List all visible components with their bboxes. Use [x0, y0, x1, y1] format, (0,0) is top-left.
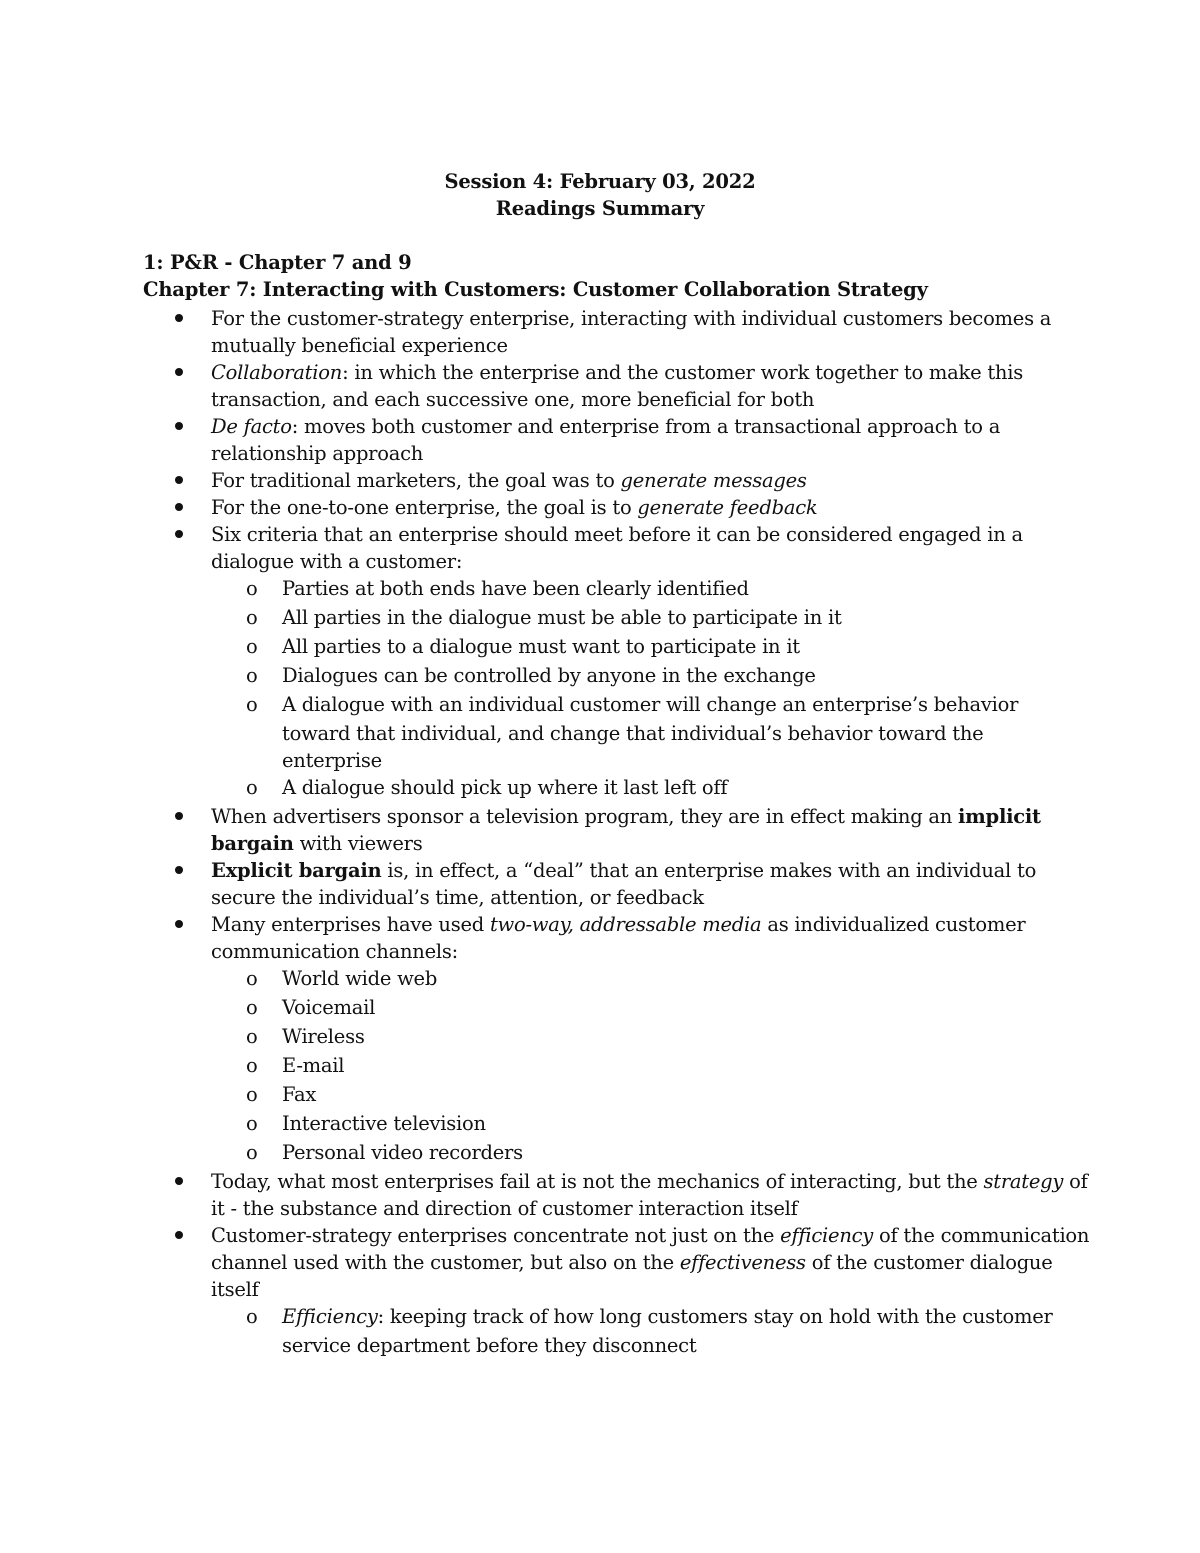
list-item-continuation: bargain with viewers	[211, 832, 423, 855]
list-item: When advertisers sponsor a television program, they are in effect making an implicit	[211, 805, 1041, 828]
sub-bullet-icon: o	[246, 1083, 258, 1106]
sub-list-item: Interactive television	[282, 1112, 486, 1135]
sub-list-item: Voicemail	[282, 996, 376, 1019]
sub-bullet-icon: o	[246, 664, 258, 687]
sub-list-item: A dialogue should pick up where it last left off	[282, 776, 728, 799]
sub-bullet-icon: o	[246, 606, 258, 629]
sub-list-item: Dialogues can be controlled by anyone in the exchange	[282, 664, 816, 687]
bullet-icon	[171, 857, 185, 884]
list-item-continuation: relationship approach	[211, 442, 424, 465]
list-item: Today, what most enterprises fail at is not the mechanics of interacting, but the strategy of	[211, 1170, 1088, 1193]
bullet-icon	[171, 413, 185, 440]
document-title: Session 4: February 03, 2022	[444, 170, 756, 193]
sub-bullet-icon: o	[246, 635, 258, 658]
bullet-icon	[171, 521, 185, 548]
sub-bullet-icon: o	[246, 1054, 258, 1077]
sub-list-item: Parties at both ends have been clearly identified	[282, 577, 749, 600]
bullet-icon	[171, 803, 185, 830]
sub-bullet-icon: o	[246, 693, 258, 716]
sub-bullet-icon: o	[246, 1305, 258, 1328]
list-item-continuation: communication channels:	[211, 940, 458, 963]
term: Collaboration	[211, 361, 343, 384]
list-item: Customer-strategy enterprises concentrate not just on the efficiency of the communication	[211, 1224, 1090, 1247]
list-item: De facto: moves both customer and enterprise from a transactional approach to a	[211, 415, 1001, 438]
sub-list-item-continuation: toward that individual, and change that individual’s behavior toward the	[282, 722, 984, 745]
document-subtitle: Readings Summary	[495, 197, 705, 220]
sub-bullet-icon: o	[246, 1112, 258, 1135]
sub-list-item: E-mail	[282, 1054, 345, 1077]
sub-list-item-continuation: enterprise	[282, 749, 382, 772]
section-heading: 1: P&R - Chapter 7 and 9	[143, 251, 412, 274]
bullet-icon	[171, 911, 185, 938]
sub-bullet-icon: o	[246, 967, 258, 990]
sub-list-item: Fax	[282, 1083, 317, 1106]
term: Efficiency	[282, 1305, 378, 1328]
list-item: Explicit bargain is, in effect, a “deal” that an enterprise makes with an individual to	[211, 859, 1037, 882]
bullet-icon	[171, 494, 185, 521]
sub-bullet-icon: o	[246, 577, 258, 600]
sub-list-item: World wide web	[282, 967, 438, 990]
bullet-icon	[171, 305, 185, 332]
list-item-continuation: secure the individual’s time, attention, or feedback	[211, 886, 704, 909]
list-item: For the one-to-one enterprise, the goal is to generate feedback	[211, 496, 818, 519]
sub-bullet-icon: o	[246, 996, 258, 1019]
sub-bullet-icon: o	[246, 776, 258, 799]
list-item: Many enterprises have used two-way, addressable media as individualized customer	[211, 913, 1026, 936]
list-item-continuation: itself	[211, 1278, 259, 1301]
sub-list-item: Personal video recorders	[282, 1141, 523, 1164]
bullet-icon	[171, 1168, 185, 1195]
list-item: Six criteria that an enterprise should meet before it can be considered engaged in a	[211, 523, 1023, 546]
sub-bullet-icon: o	[246, 1025, 258, 1048]
chapter-heading: Chapter 7: Interacting with Customers: Customer Collaboration Strategy	[143, 278, 928, 301]
list-item: For the customer-strategy enterprise, interacting with individual customers becomes a	[211, 307, 1052, 330]
bullet-icon	[171, 359, 185, 386]
sub-list-item-continuation: service department before they disconnect	[282, 1334, 697, 1357]
list-item-continuation: mutually beneficial experience	[211, 334, 508, 357]
list-item: Collaboration: in which the enterprise and the customer work together to make this	[211, 361, 1023, 384]
bullet-icon	[171, 1222, 185, 1249]
bullet-icon	[171, 467, 185, 494]
list-item-continuation: transaction, and each successive one, more beneficial for both	[211, 388, 815, 411]
list-item-continuation: it - the substance and direction of customer interaction itself	[211, 1197, 798, 1220]
list-item-continuation: channel used with the customer, but also on the effectiveness of the customer dialogue	[211, 1251, 1053, 1274]
sub-list-item: All parties to a dialogue must want to participate in it	[282, 635, 800, 658]
list-item-continuation: dialogue with a customer:	[211, 550, 463, 573]
term: De facto	[211, 415, 292, 438]
list-item: For traditional marketers, the goal was to generate messages	[211, 469, 807, 492]
sub-bullet-icon: o	[246, 1141, 258, 1164]
sub-list-item: Efficiency: keeping track of how long customers stay on hold with the customer	[282, 1305, 1053, 1328]
sub-list-item: Wireless	[282, 1025, 365, 1048]
sub-list-item: A dialogue with an individual customer will change an enterprise’s behavior	[282, 693, 1019, 716]
sub-list-item: All parties in the dialogue must be able to participate in it	[282, 606, 842, 629]
